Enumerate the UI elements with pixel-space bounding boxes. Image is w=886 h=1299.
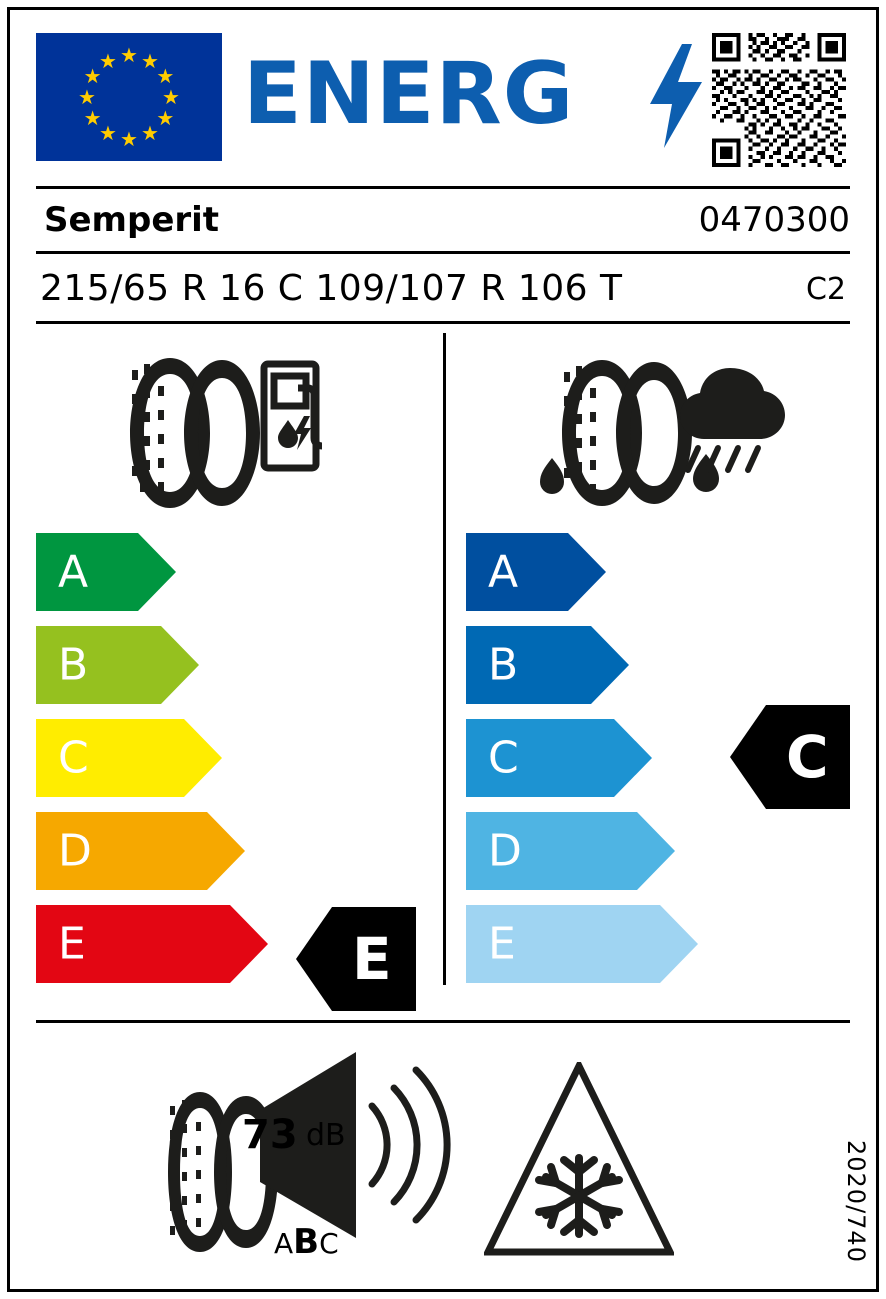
fuel-grade-label: A [58, 546, 89, 598]
wet-grip-grade-label: C [488, 732, 519, 784]
fuel-grade-e [36, 905, 268, 983]
fuel-grade-c [36, 719, 268, 797]
lightning-bolt-icon [648, 44, 704, 148]
tyre-class: C2 [805, 272, 846, 307]
wet-grip-grade-d [466, 812, 698, 890]
wet-grip-grade-b [466, 626, 698, 704]
wet-grip-rating-marker [730, 705, 850, 809]
fuel-efficiency-rating-marker [296, 907, 416, 1011]
eu-star: ★ [141, 121, 159, 146]
wet-grip-grade-c [466, 719, 698, 797]
eu-star: ★ [78, 85, 96, 109]
noise-unit: dB [306, 1118, 346, 1153]
divider-4 [36, 1020, 850, 1023]
regulation-reference: 2020/740 [842, 1140, 870, 1263]
wet-grip-grade-label: D [488, 825, 522, 877]
noise-value: 73 [242, 1112, 298, 1158]
fuel-grade-label: B [58, 639, 89, 691]
tyre-rain-cloud-icon [530, 348, 792, 518]
fuel-grade-b [36, 626, 268, 704]
divider-2 [36, 251, 850, 254]
page-title: ENERG [243, 44, 575, 144]
eu-star: ★ [83, 64, 102, 88]
article-number: 0470300 [698, 200, 850, 240]
eu-flag-icon [36, 33, 222, 161]
wet-grip-rating-value: C [786, 723, 829, 791]
eu-star: ★ [162, 85, 180, 109]
fuel-efficiency-rating-value: E [352, 925, 392, 993]
eu-star: ★ [156, 64, 175, 88]
tyre-fuel-pump-icon [118, 348, 328, 518]
eu-star: ★ [120, 43, 138, 67]
noise-class-scale [274, 1222, 339, 1262]
fuel-grade-label: C [58, 732, 89, 784]
eu-star: ★ [120, 127, 138, 151]
three-peak-mountain-snowflake-icon [484, 1062, 674, 1258]
eu-star: ★ [141, 48, 159, 73]
fuel-grade-a [36, 533, 268, 611]
eu-star: ★ [99, 48, 117, 73]
fuel-grade-label: E [58, 918, 86, 970]
fuel-efficiency-scale [36, 533, 268, 998]
wet-grip-grade-label: A [488, 546, 519, 598]
divider-3 [36, 321, 850, 324]
vertical-divider [443, 333, 446, 985]
brand-name: Semperit [44, 200, 220, 240]
fuel-grade-label: D [58, 825, 92, 877]
wet-grip-grade-label: B [488, 639, 519, 691]
wet-grip-grade-a [466, 533, 698, 611]
wet-grip-scale [466, 533, 698, 998]
eu-star: ★ [156, 106, 175, 130]
noise-class-a: A [274, 1227, 294, 1260]
qr-code-icon [712, 33, 846, 167]
tyre-size: 215/65 R 16 C 109/107 R 106 T [40, 268, 623, 309]
noise-class-c: C [319, 1227, 339, 1260]
eu-star: ★ [83, 106, 102, 130]
fuel-grade-d [36, 812, 268, 890]
eu-star: ★ [99, 121, 117, 146]
divider-1 [36, 186, 850, 189]
wet-grip-grade-e [466, 905, 698, 983]
wet-grip-grade-label: E [488, 918, 516, 970]
noise-class-b: B [293, 1222, 320, 1262]
